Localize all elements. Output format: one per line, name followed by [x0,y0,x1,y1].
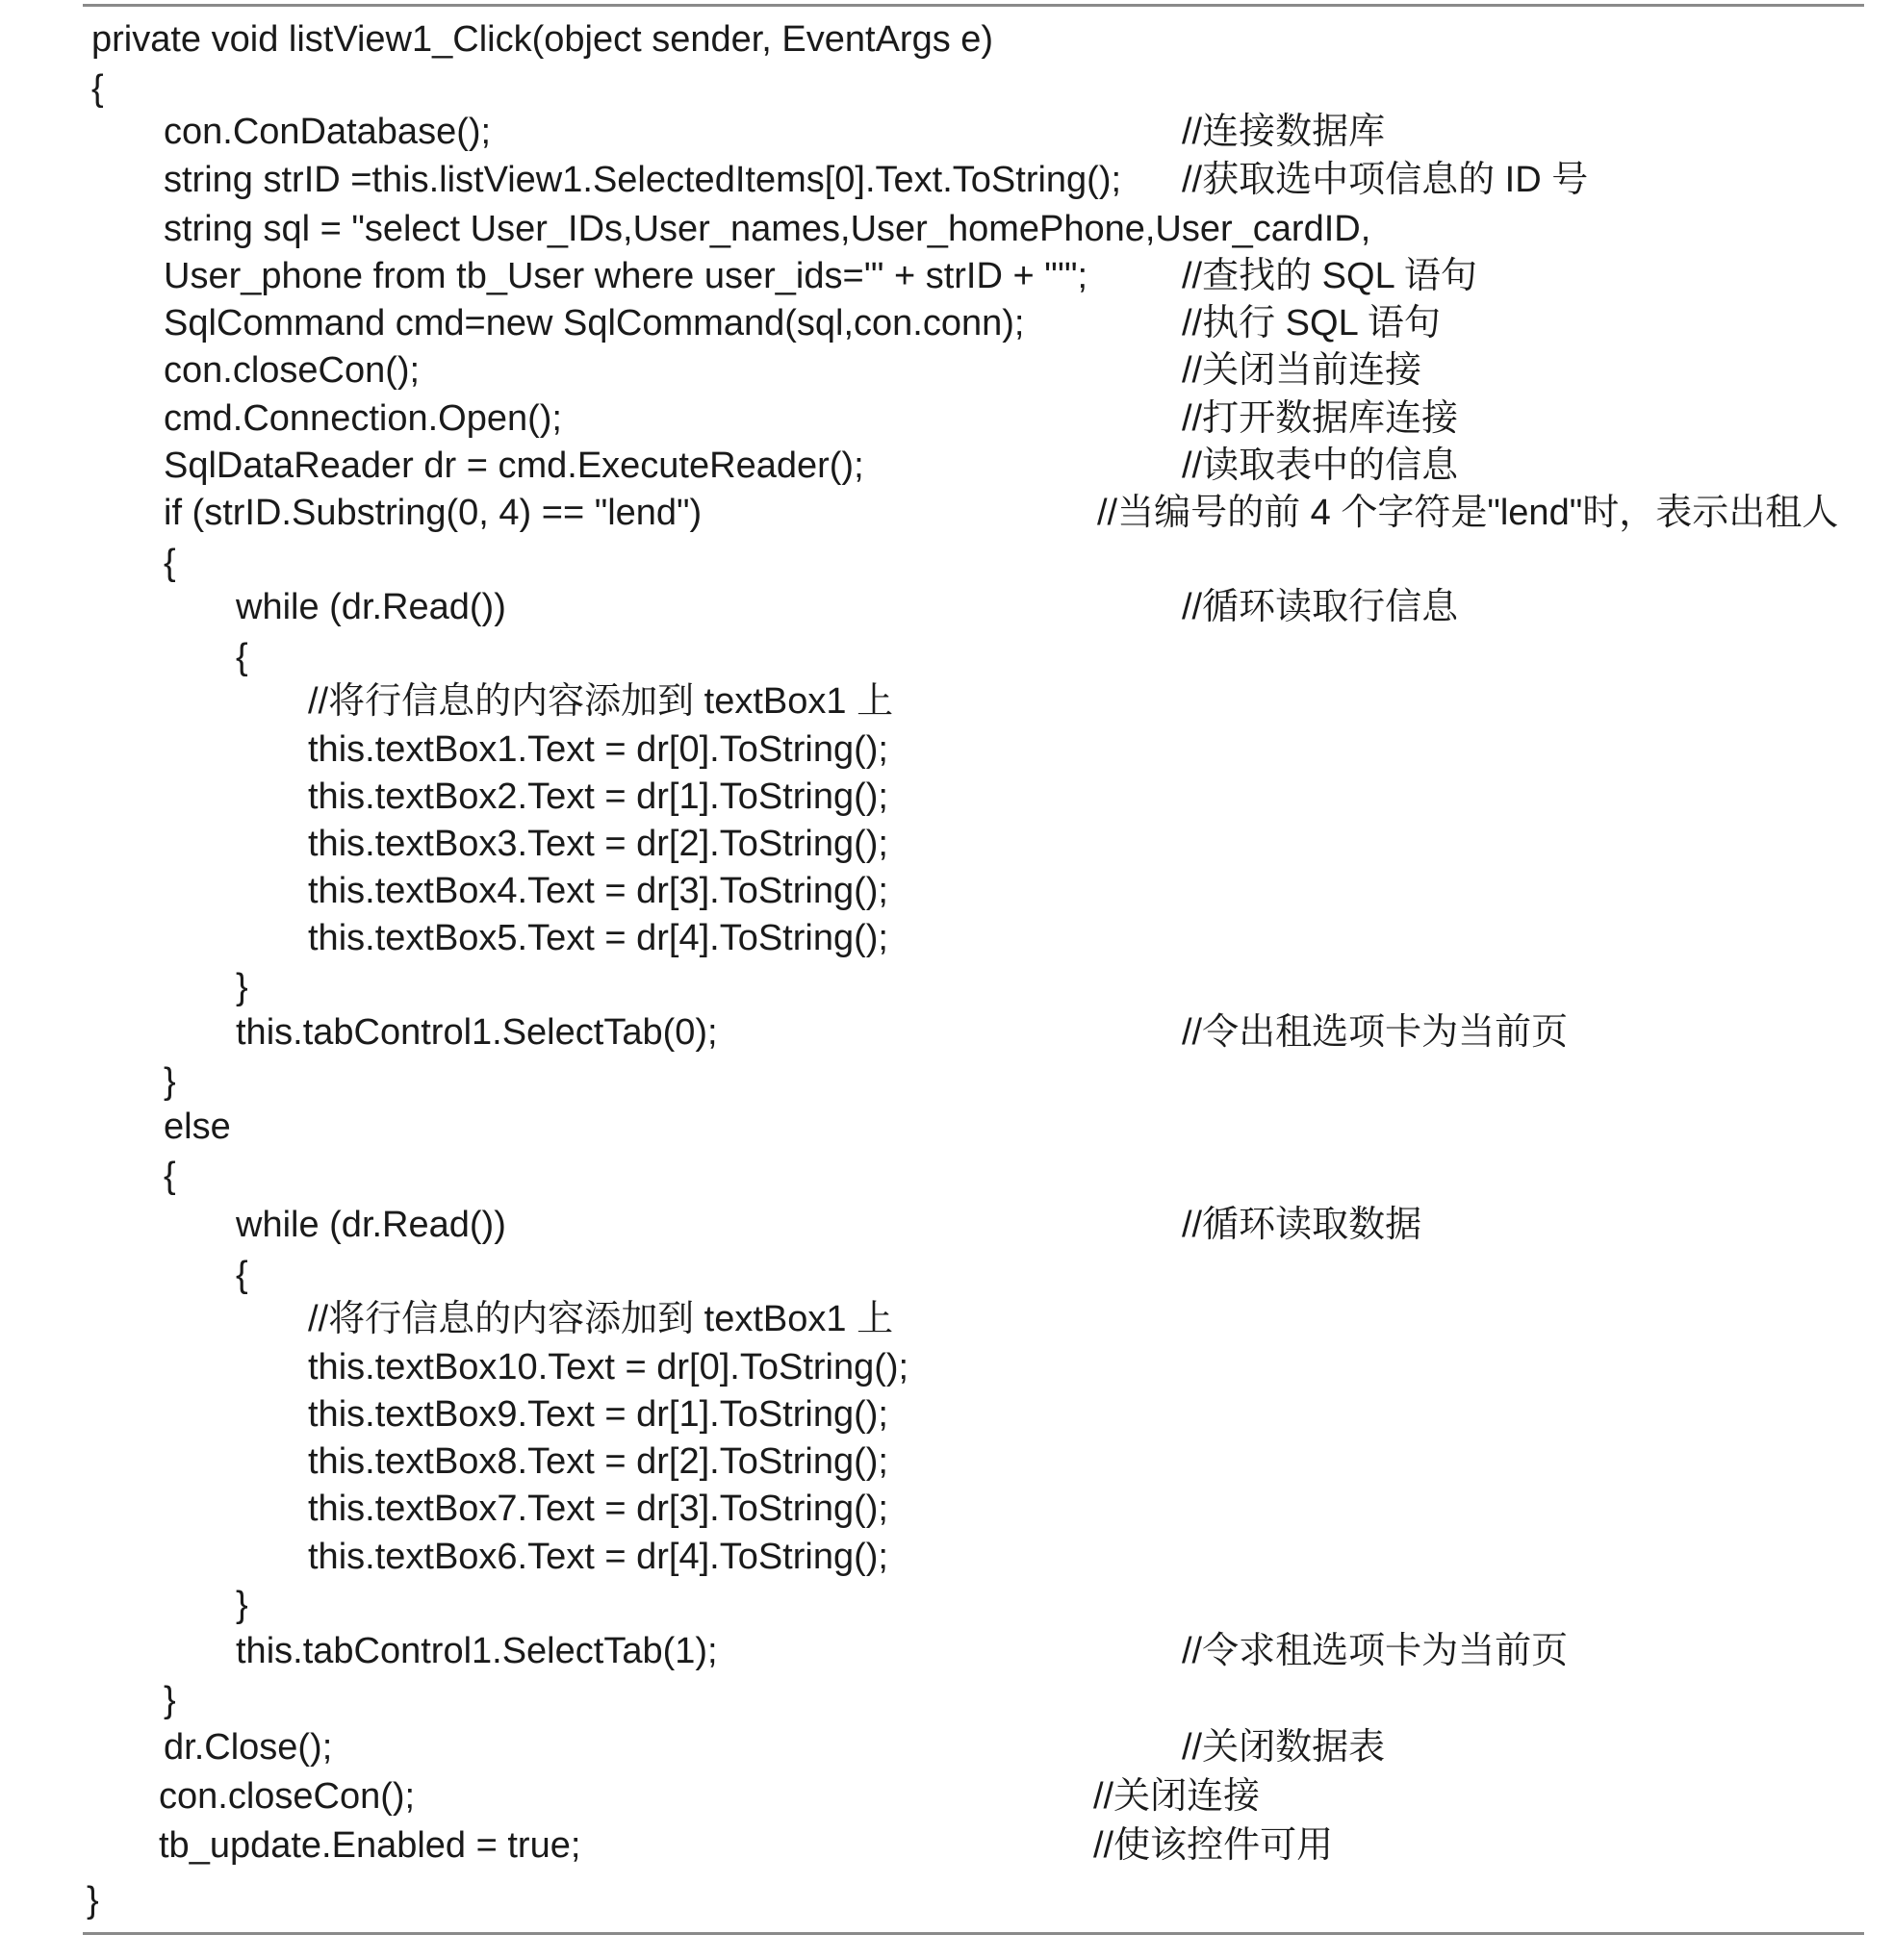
code-line [0,442,1893,490]
code-text: dr.Close(); [164,1727,333,1768]
code-line [0,108,1893,156]
code-text: this.textBox7.Text = dr[3].ToString(); [308,1489,888,1529]
code-comment: //关闭连接 [1093,1776,1261,1817]
code-line [0,1057,1893,1106]
code-line [0,583,1893,631]
code-text: { [236,637,248,677]
code-line [0,64,1893,113]
code-line [0,677,1893,725]
code-text: this.textBox10.Text = dr[0].ToString(); [308,1347,909,1387]
code-comment: //循环读取数据 [1182,1205,1422,1245]
code-text: } [164,1680,176,1720]
code-line [0,489,1893,537]
code-text: else [164,1107,231,1147]
code-text: } [236,967,248,1007]
code-text: this.textBox4.Text = dr[3].ToString(); [308,871,888,911]
code-line [0,914,1893,962]
code-line [0,1201,1893,1249]
code-comment: //执行 SQL 语句 [1182,303,1441,344]
code-line [0,1533,1893,1581]
code-line [0,395,1893,443]
code-text: { [236,1255,248,1295]
code-comment: //令求租选项卡为当前页 [1182,1631,1569,1671]
code-comment: //当编号的前 4 个字符是"lend"时，表示出租人 [1097,493,1839,533]
code-line [0,1581,1893,1629]
code-line [0,1008,1893,1056]
code-text: this.textBox6.Text = dr[4].ToString(); [308,1537,888,1577]
code-text: this.textBox2.Text = dr[1].ToString(); [308,776,888,817]
code-line [0,1821,1893,1870]
code-text: con.closeCon(); [164,350,421,391]
code-text: } [87,1880,99,1921]
code-comment: //关闭当前连接 [1182,350,1422,391]
code-text: //将行信息的内容添加到 textBox1 上 [308,681,894,722]
code-text: SqlDataReader dr = cmd.ExecuteReader(); [164,445,864,486]
code-line [0,633,1893,681]
code-text: } [164,1061,176,1102]
code-text: this.tabControl1.SelectTab(1); [236,1631,718,1671]
code-text: SqlCommand cmd=new SqlCommand(sql,con.conn); [164,303,1025,344]
code-comment: //获取选中项信息的 ID 号 [1182,160,1589,200]
code-line [0,1876,1893,1924]
code-comment: //关闭数据表 [1182,1727,1386,1768]
code-line [0,299,1893,347]
code-text: while (dr.Read()) [236,587,506,627]
code-line [0,1723,1893,1771]
code-text: while (dr.Read()) [236,1205,506,1245]
code-line [0,346,1893,395]
code-comment: //使该控件可用 [1093,1825,1334,1866]
code-text: cmd.Connection.Open(); [164,398,562,439]
code-text: con.closeCon(); [159,1776,416,1817]
code-line [0,773,1893,821]
code-line [0,867,1893,915]
code-text: this.tabControl1.SelectTab(0); [236,1012,718,1053]
code-line [0,1485,1893,1533]
code-text: } [236,1585,248,1625]
code-text: { [164,1156,176,1196]
code-comment: //打开数据库连接 [1182,398,1459,439]
code-line [0,252,1893,300]
code-line [0,820,1893,868]
code-text: this.textBox3.Text = dr[2].ToString(); [308,824,888,864]
code-line [0,725,1893,774]
code-text: this.textBox1.Text = dr[0].ToString(); [308,729,888,770]
code-line [0,1438,1893,1486]
code-comment: //连接数据库 [1182,112,1386,152]
code-comment: //查找的 SQL 语句 [1182,256,1477,296]
code-text: this.textBox5.Text = dr[4].ToString(); [308,918,888,958]
code-text: this.textBox9.Text = dr[1].ToString(); [308,1394,888,1435]
code-line [0,156,1893,204]
code-text: { [91,68,104,109]
code-text: User_phone from tb_User where user_ids='" + strID + "'"; [164,256,1088,296]
code-text: string sql = "select User_IDs,User_names,User_homePhone,User_cardID, [164,209,1371,249]
code-line [0,1627,1893,1675]
code-line [0,1251,1893,1299]
code-line [0,1390,1893,1438]
code-comment: //令出租选项卡为当前页 [1182,1012,1569,1053]
code-comment: //读取表中的信息 [1182,445,1459,486]
bottom-rule [83,1932,1864,1935]
code-text: this.textBox8.Text = dr[2].ToString(); [308,1441,888,1482]
code-text: { [164,543,176,583]
code-line [0,15,1893,64]
code-line [0,1152,1893,1200]
code-line [0,1772,1893,1820]
code-line [0,205,1893,253]
code-text: string strID =this.listView1.SelectedItems[0].Text.ToString(); [164,160,1122,200]
code-line [0,963,1893,1011]
code-comment: //循环读取行信息 [1182,587,1459,627]
code-line [0,539,1893,587]
code-text: con.ConDatabase(); [164,112,492,152]
code-text: private void listView1_Click(object sender, EventArgs e) [91,19,994,60]
code-text: tb_update.Enabled = true; [159,1825,581,1866]
code-line [0,1676,1893,1724]
code-text: //将行信息的内容添加到 textBox1 上 [308,1299,894,1339]
code-line [0,1103,1893,1151]
code-line [0,1343,1893,1391]
code-text: if (strID.Substring(0, 4) == "lend") [164,493,703,533]
code-line [0,1295,1893,1343]
